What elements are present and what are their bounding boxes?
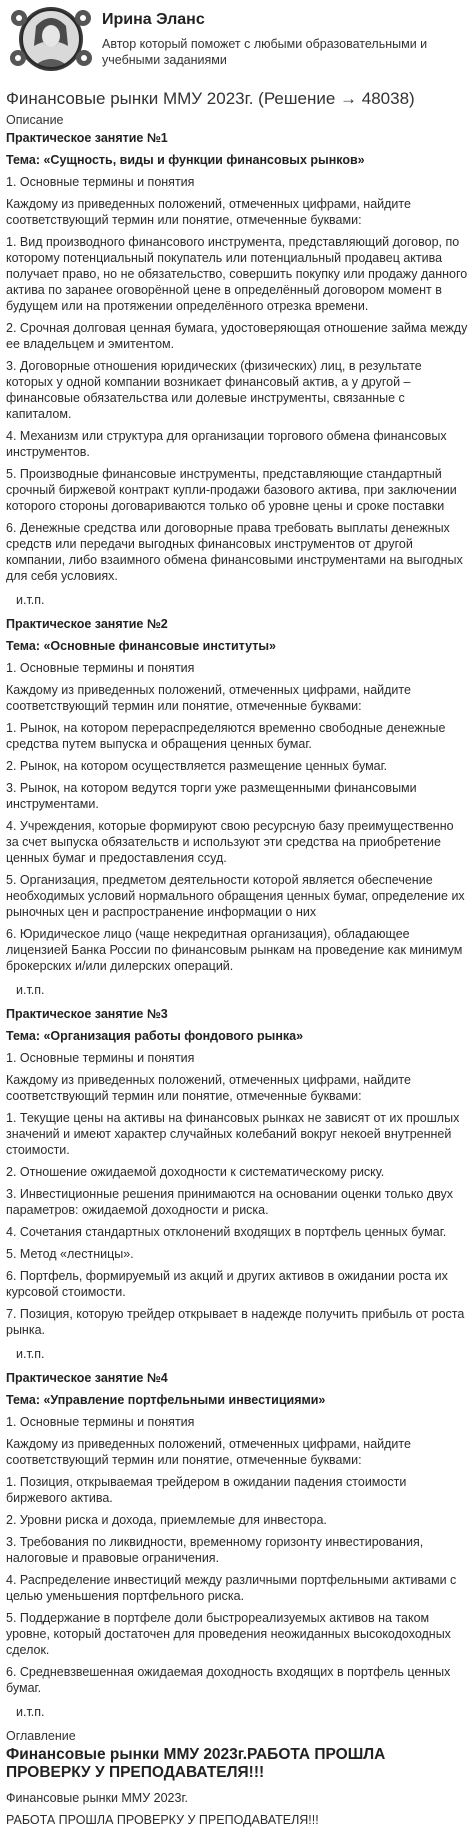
section-etc: и.т.п.	[16, 983, 45, 997]
list-item: 6. Портфель, формируемый из акций и других активов в ожидании роста их курсовой стоимости.	[6, 1269, 448, 1299]
list-item: 6. Денежные средства или договорные права требовать выплаты денежных средств или передачи выгодных финансовых инструментов от другой компании, либо взаимного обмена финансовыми инструментами на выгодных для себя условиях.	[6, 521, 463, 583]
practice-section	[6, 616, 468, 998]
list-item: 1. Вид производного финансового инструмента, представляющий договор, по которому потенциальный покупатель или потенциальный продавец актива получает право, но не обязательство, совершить покупку или продажу данного актива по заранее оговорённой цене в определённый договором момент в будущем или на протяжении определённого отрезка времени.	[6, 235, 468, 313]
section-heading: Практическое занятие №4	[6, 1371, 168, 1385]
list-item: 2. Рынок, на котором осуществляется размещение ценных бумаг.	[6, 759, 388, 773]
section-etc: и.т.п.	[16, 593, 45, 607]
section-intro: Каждому из приведенных положений, отмеченных цифрами, найдите соответствующий термин или понятие, отмеченные буквами:	[6, 197, 411, 227]
list-item: 2. Отношение ожидаемой доходности к систематическому риску.	[6, 1165, 385, 1179]
list-item: 3. Рынок, на котором ведутся торги уже размещенными финансовыми инструментами.	[6, 781, 417, 811]
author-description: Автор который поможет с любыми образовательными и учебными заданиями	[102, 37, 428, 67]
list-item: 1. Позиция, открываемая трейдером в ожидании падения стоимости биржевого актива.	[6, 1475, 407, 1505]
section-subheading: 1. Основные термины и понятия	[6, 175, 195, 189]
list-item: 4. Учреждения, которые формируют свою ресурсную базу преимущественно за счет выпуска обязательств и используют эти средства на приобретение ценных бумаг и предоставления ссуд.	[6, 819, 454, 865]
section-topic: Тема: «Сущность, виды и функции финансовых рынков»	[6, 153, 365, 167]
section-intro: Каждому из приведенных положений, отмеченных цифрами, найдите соответствующий термин или понятие, отмеченные буквами:	[6, 683, 411, 713]
practice-section	[6, 1370, 468, 1720]
sections	[6, 130, 468, 1720]
list-item: 3. Договорные отношения юридических (физических) лиц, в результате которых у одной компании возникает финансовый актив, а у другой – финансовые обязательства или долевые инструменты, связанные с капиталом.	[6, 359, 422, 421]
practice-section	[6, 1006, 468, 1362]
toc-label: Оглавление	[6, 1729, 76, 1743]
section-subheading: 1. Основные термины и понятия	[6, 1415, 195, 1429]
section-subheading: 1. Основные термины и понятия	[6, 1051, 195, 1065]
list-item: 7. Позиция, которую трейдер открывает в надежде получить прибыль от роста рынка.	[6, 1307, 465, 1337]
avatar-frame-icon	[6, 6, 96, 72]
section-heading: Практическое занятие №1	[6, 131, 168, 145]
section-heading: Практическое занятие №3	[6, 1007, 168, 1021]
list-item: 6. Средневзвешенная ожидаемая доходность входящих в портфель ценных бумаг.	[6, 1665, 451, 1695]
avatar[interactable]	[6, 6, 96, 72]
list-item: 5. Организация, предметом деятельности которой является обеспечение необходимых условий нормального обращения ценных бумаг, определение их рыночных цен и распространение информации о них	[6, 873, 465, 919]
section-etc: и.т.п.	[16, 1347, 45, 1361]
list-item: 5. Метод «лестницы».	[6, 1247, 134, 1261]
list-item: 2. Срочная долговая ценная бумага, удостоверяющая отношение займа между ее владельцем и эмитентом.	[6, 321, 468, 351]
list-item: 3. Инвестиционные решения принимаются на основании оценки только двух параметров: ожидаемой доходности и риска.	[6, 1187, 454, 1217]
list-item: 5. Производные финансовые инструменты, представляющие стандартный срочный биржевой контракт купли-продажи базового актива, при заключении которого стороны договариваются только об уровне цены и сроке поставки	[6, 467, 457, 513]
section-etc: и.т.п.	[16, 1705, 45, 1719]
section-subheading: 1. Основные термины и понятия	[6, 661, 195, 675]
list-item: 3. Требования по ликвидности, временному горизонту инвестирования, налоговые и правовые ограничения.	[6, 1535, 424, 1565]
section-intro: Каждому из приведенных положений, отмеченных цифрами, найдите соответствующий термин или понятие, отмеченные буквами:	[6, 1437, 411, 1467]
author-card	[6, 0, 468, 88]
description-label: Описание	[6, 113, 64, 127]
list-item: 6. Юридическое лицо (чаще некредитная организация), обладающее лицензией Банка России по финансовым рынкам на проведение как минимум брокерских и/или дилерских операций.	[6, 927, 463, 973]
list-item: 4. Механизм или структура для организации торгового обмена финансовых инструментов.	[6, 429, 447, 459]
list-item: 1. Рынок, на котором перераспределяются временно свободные денежные средства путем выпуска и обращения ценных бумаг.	[6, 721, 446, 751]
list-item: 4. Сочетания стандартных отклонений входящих в портфель ценных бумаг.	[6, 1225, 447, 1239]
section-topic: Тема: «Управление портфельными инвестициями»	[6, 1393, 326, 1407]
list-item: 5. Поддержание в портфеле доли быстрореализуемых активов на таком уровне, который достаточен для проведения неожиданных высокодоходных сделок.	[6, 1611, 451, 1657]
document-title: Финансовые рынки ММУ 2023г. (Решение → 48038)	[6, 89, 415, 108]
section-topic: Тема: «Основные финансовые институты»	[6, 639, 276, 653]
list-item: 2. Уровни риска и дохода, приемлемые для инвестора.	[6, 1513, 327, 1527]
footer-line-2: РАБОТА ПРОШЛА ПРОВЕРКУ У ПРЕПОДАВАТЕЛЯ!!!	[6, 1813, 319, 1827]
section-topic: Тема: «Организация работы фондового рынка»	[6, 1029, 304, 1043]
toc-title: Финансовые рынки ММУ 2023г.РАБОТА ПРОШЛА ПРОВЕРКУ У ПРЕПОДАВАТЕЛЯ!!!	[6, 1746, 386, 1781]
list-item: 1. Текущие цены на активы на финансовых рынках не зависят от их прошлых значений и имеют характер случайных колебаний вокруг некоей внутренней стоимости.	[6, 1111, 460, 1157]
section-intro: Каждому из приведенных положений, отмеченных цифрами, найдите соответствующий термин или понятие, отмеченные буквами:	[6, 1073, 411, 1103]
list-item: 4. Распределение инвестиций между различными портфельными активами с целью уменьшения портфельного риска.	[6, 1573, 457, 1603]
practice-section	[6, 130, 468, 608]
author-name[interactable]: Ирина Эланс	[102, 11, 205, 28]
footer-line-1: Финансовые рынки ММУ 2023г.	[6, 1791, 188, 1805]
section-heading: Практическое занятие №2	[6, 617, 168, 631]
